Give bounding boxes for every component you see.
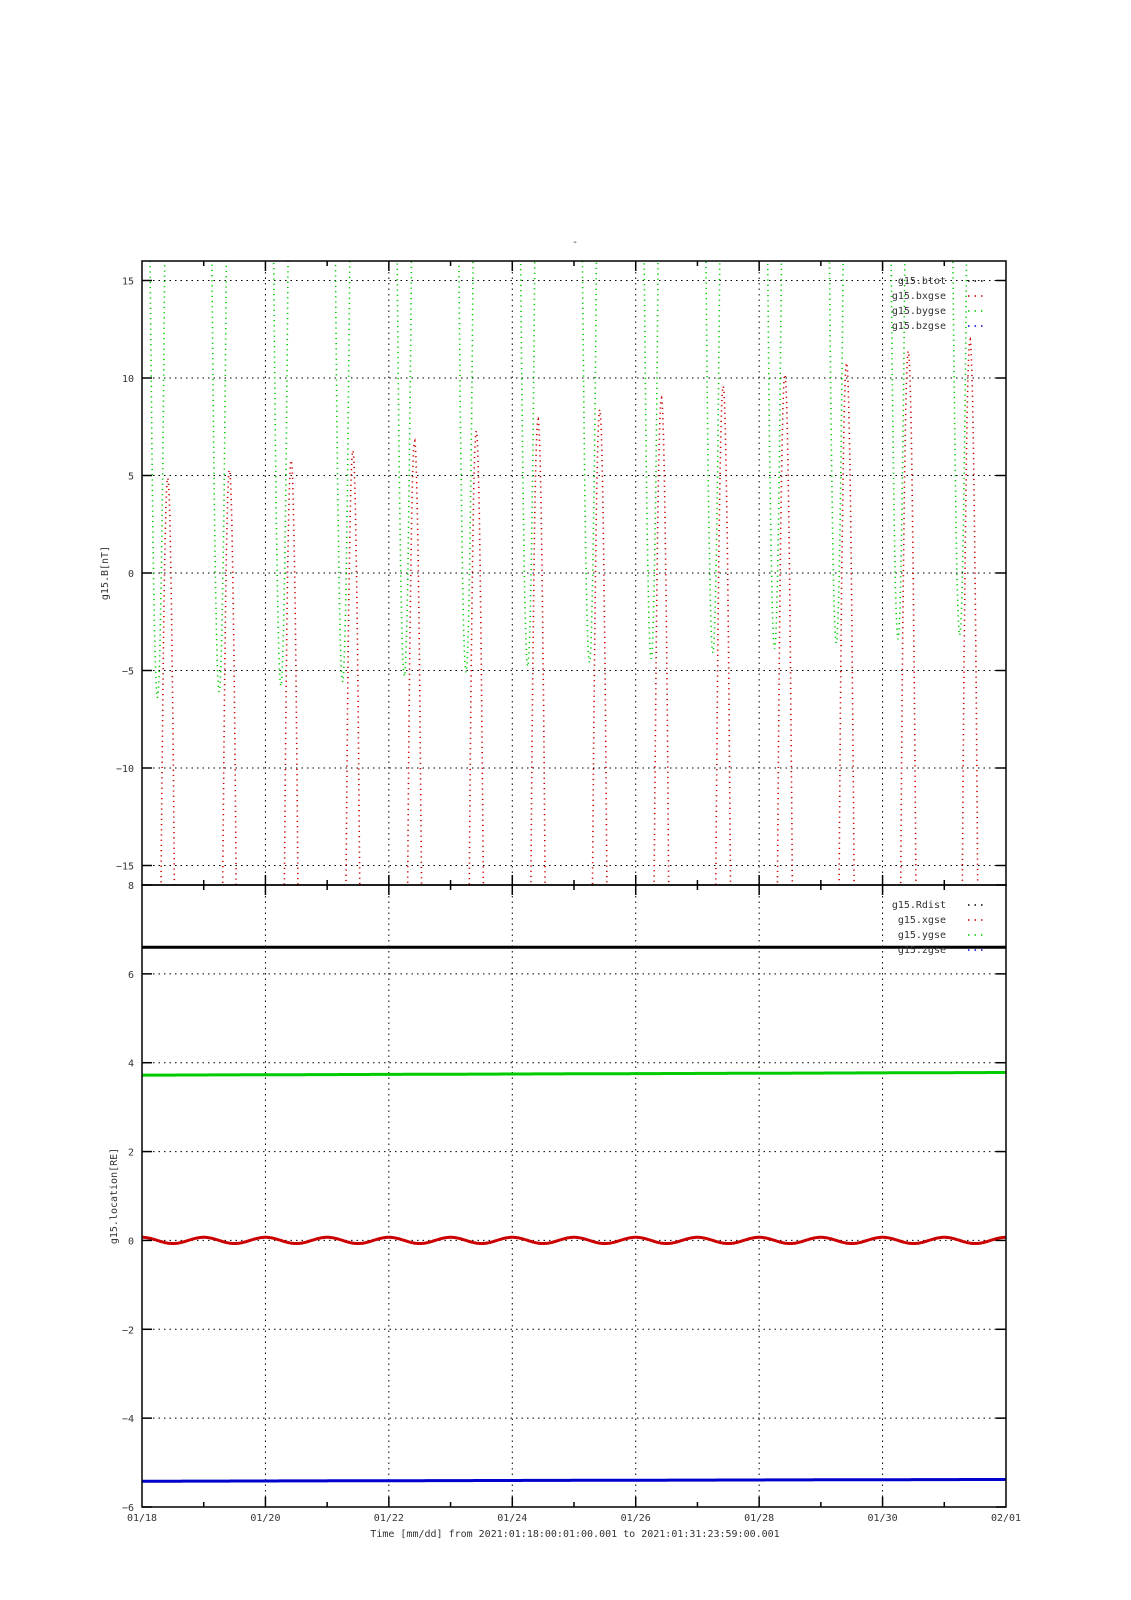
legend-label: g15.bzgse	[891, 321, 946, 332]
panel-2-ylabel: g15.location[RE]	[109, 1147, 120, 1245]
x-tick-label: 01/18	[126, 1513, 158, 1524]
legend-label: g15.bygse	[891, 306, 946, 317]
y-tick-label: 6	[127, 969, 134, 981]
panel-magnetic-field	[100, 0, 1006, 1600]
series-zgse-line	[142, 1480, 1006, 1482]
x-axis-ticks	[127, 1513, 1021, 1524]
y-tick-label: −6	[121, 1503, 134, 1514]
panel-2-y-ticks	[122, 881, 1006, 1514]
y-tick-label: −10	[115, 764, 134, 775]
panel-1-legend	[892, 276, 985, 332]
legend-label: g15.ygse	[897, 930, 946, 941]
y-tick-label: −15	[115, 861, 134, 873]
x-axis-label: Time [mm/dd] from 2021:01:18:00:01:00.001 to 2021:01:31:23:59:00.001	[370, 1529, 780, 1540]
chart-title: -	[571, 237, 579, 248]
y-tick-label: −5	[121, 666, 134, 678]
panel-2-grid	[142, 885, 1006, 1507]
panel-1-y-ticks	[116, 277, 1006, 873]
series-bygse-line	[142, 0, 1006, 698]
series-bxgse-line	[142, 339, 1006, 1600]
panel-location	[109, 881, 1006, 1514]
y-tick-label: 10	[121, 374, 134, 385]
x-tick-label: 01/20	[250, 1513, 281, 1524]
x-tick-label: 02/01	[990, 1513, 1022, 1524]
legend-label: g15.xgse	[897, 915, 946, 926]
legend-label: g15.bxgse	[891, 291, 946, 302]
legend-label: g15.Rdist	[891, 900, 946, 911]
x-tick-label: 01/26	[620, 1513, 651, 1524]
panel-1-ylabel: g15.B[nT]	[100, 545, 111, 601]
legend-label: g15.btot	[897, 276, 946, 287]
y-tick-label: 8	[127, 881, 134, 892]
y-tick-label: −2	[121, 1325, 134, 1337]
panel-1-grid	[142, 261, 1006, 885]
series-ygse-line	[142, 1073, 1006, 1076]
x-tick-label: 01/24	[497, 1513, 528, 1524]
x-tick-label: 01/28	[744, 1513, 775, 1524]
y-tick-label: 5	[127, 471, 134, 483]
y-tick-label: 0	[127, 569, 134, 580]
panel-2-frame	[142, 885, 1006, 1507]
legend-label: g15.zgse	[897, 945, 946, 956]
x-tick-label: 01/22	[373, 1513, 404, 1524]
series-xgse-line	[142, 1237, 1006, 1243]
y-tick-label: 2	[127, 1147, 134, 1159]
y-tick-label: 4	[127, 1058, 134, 1070]
panel-2-series	[142, 947, 1006, 1481]
y-tick-label: −4	[121, 1414, 134, 1426]
panel-1-frame	[142, 261, 1006, 885]
y-tick-label: 0	[127, 1236, 134, 1248]
x-tick-label: 01/30	[867, 1513, 898, 1524]
y-tick-label: 15	[121, 276, 134, 288]
